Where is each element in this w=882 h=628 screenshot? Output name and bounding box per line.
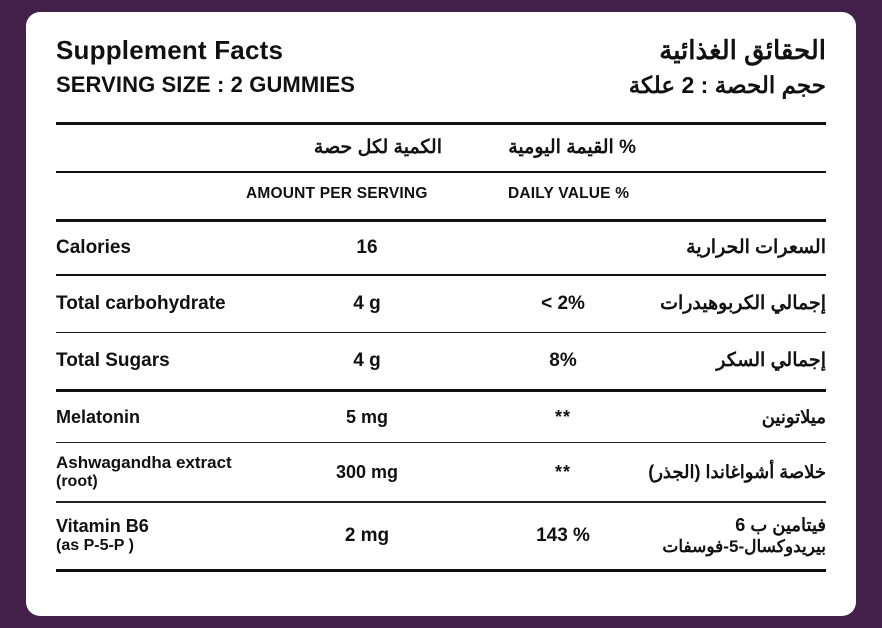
row-name-ar: إجمالي السكر bbox=[716, 350, 826, 372]
row-name-en: Total Sugars bbox=[56, 350, 170, 372]
row-amount: 16 bbox=[356, 236, 378, 258]
row-daily-value: < 2% bbox=[541, 292, 585, 314]
table-row bbox=[56, 503, 826, 569]
column-header-english-row bbox=[56, 173, 826, 219]
serving-size-en: SERVING SIZE : 2 GUMMIES bbox=[56, 71, 356, 97]
page-title: Supplement Facts bbox=[56, 35, 284, 65]
table-row bbox=[56, 333, 826, 389]
row-daily-value: 143 % bbox=[536, 524, 590, 546]
row-amount: 5 mg bbox=[345, 406, 388, 427]
row-name-ar: خلاصة أشواغاندا (الجذر) bbox=[648, 462, 826, 483]
column-header-daily-value-en: DAILY VALUE % bbox=[508, 184, 630, 202]
row-amount: 4 g bbox=[353, 350, 381, 372]
row-name-ar-main: فيتامين ب 6 bbox=[735, 514, 826, 535]
row-daily-value: ** bbox=[554, 406, 571, 427]
row-name-ar: ميلاتونين bbox=[761, 406, 826, 427]
column-header-arabic-row bbox=[56, 125, 826, 171]
row-daily-value: ** bbox=[554, 461, 571, 482]
table-row bbox=[56, 443, 826, 501]
row-name-en: Melatonin bbox=[56, 406, 140, 427]
row-amount: 2 mg bbox=[344, 524, 390, 546]
row-name-en-main: Ashwagandha extract bbox=[56, 453, 232, 473]
column-header-amount-en: AMOUNT PER SERVING bbox=[246, 184, 428, 202]
row-name-en bbox=[56, 453, 232, 491]
card-header bbox=[56, 34, 826, 100]
divider-bottom bbox=[56, 569, 826, 572]
row-name-en-sub: (root) bbox=[56, 472, 98, 490]
row-name-en bbox=[56, 516, 149, 555]
row-name-en-main: Vitamin B6 bbox=[56, 516, 149, 536]
serving-size-ar: حجم الحصة : 2 علكة bbox=[628, 71, 826, 98]
row-amount: 300 mg bbox=[335, 461, 399, 482]
table-row bbox=[56, 276, 826, 332]
page-title-arabic: الحقائق الغذائية bbox=[659, 35, 826, 65]
row-daily-value: 8% bbox=[549, 350, 577, 372]
column-header-daily-value-ar: % القيمة اليومية bbox=[508, 137, 636, 159]
header-english bbox=[56, 34, 355, 99]
row-name-ar-sub: بيريدوكسال-5-فوسفات bbox=[662, 537, 826, 557]
supplement-facts-card bbox=[26, 12, 856, 616]
column-header-amount-ar: الكمية لكل حصة bbox=[313, 137, 442, 159]
table-row bbox=[56, 222, 826, 274]
row-name-en: Total carbohydrate bbox=[56, 292, 226, 314]
row-name-ar bbox=[662, 514, 826, 558]
row-name-en-sub: (as P-5-P ) bbox=[56, 536, 134, 554]
header-arabic bbox=[629, 34, 826, 100]
row-name-ar: السعرات الحرارية bbox=[686, 237, 826, 259]
row-name-ar: إجمالي الكربوهيدرات bbox=[660, 292, 826, 314]
row-amount: 4 g bbox=[353, 292, 381, 314]
table-row bbox=[56, 392, 826, 442]
row-name-en: Calories bbox=[56, 237, 131, 259]
